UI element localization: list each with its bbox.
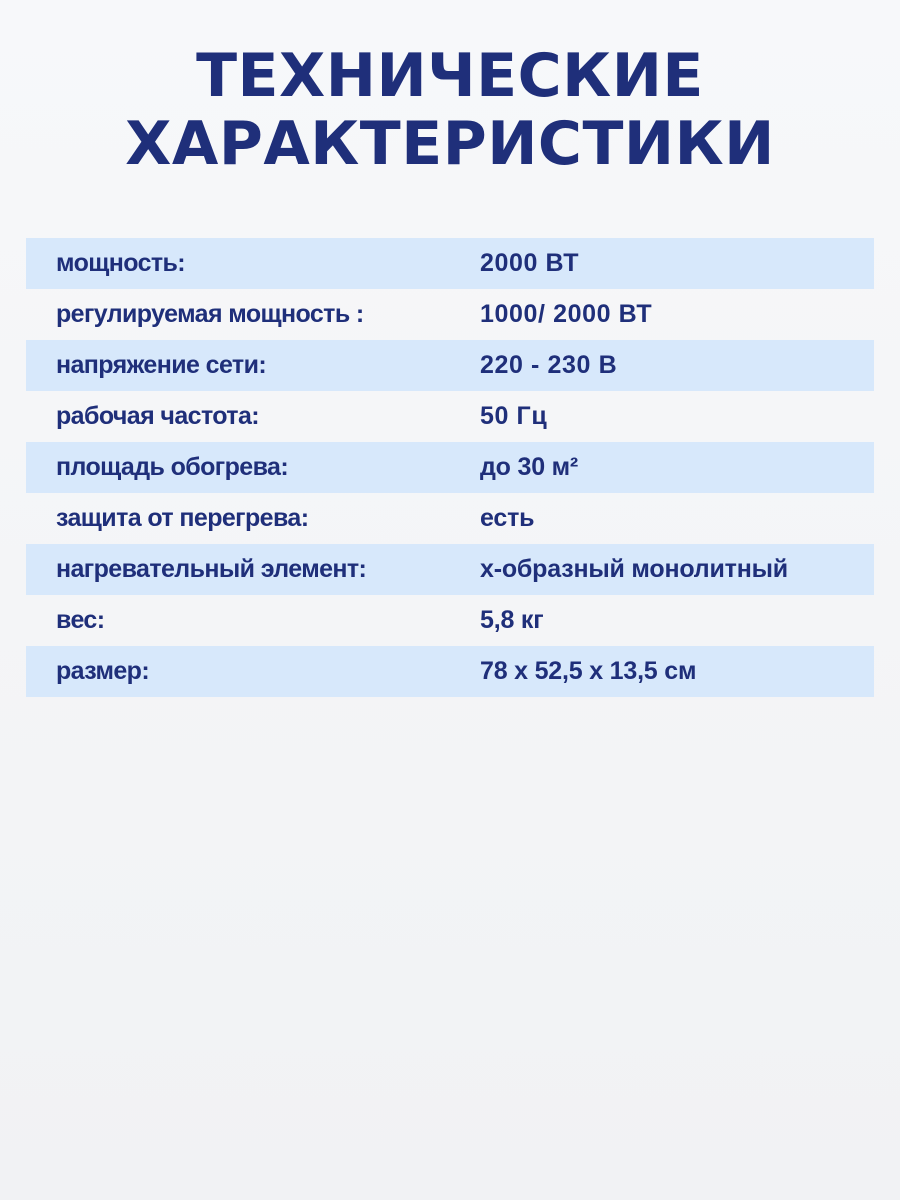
spec-label: мощность: xyxy=(56,249,186,277)
spec-value: 78 х 52,5 х 13,5 см xyxy=(480,657,697,685)
spec-row-adjustable-power xyxy=(26,289,874,340)
spec-row-size xyxy=(26,646,874,697)
spec-value: 50 Гц xyxy=(480,402,548,430)
spec-row-overheat-protection xyxy=(26,493,874,544)
spec-row-heating-area xyxy=(26,442,874,493)
page-title xyxy=(0,42,900,178)
spec-label: площадь обогрева: xyxy=(56,453,289,481)
spec-value: 2000 ВТ xyxy=(480,249,580,277)
spec-label: рабочая частота: xyxy=(56,402,259,430)
spec-label: регулируемая мощность : xyxy=(56,300,364,328)
spec-label: напряжение сети: xyxy=(56,351,267,379)
spec-row-power xyxy=(26,238,874,289)
spec-value: 220 - 230 В xyxy=(480,351,618,379)
spec-label: размер: xyxy=(56,657,150,685)
spec-row-voltage xyxy=(26,340,874,391)
spec-value: х-образный монолитный xyxy=(480,555,788,583)
title-line-2: ХАРАКТЕРИСТИКИ xyxy=(125,109,775,179)
spec-row-weight xyxy=(26,595,874,646)
spec-row-frequency xyxy=(26,391,874,442)
spec-label: защита от перегрева: xyxy=(56,504,309,532)
title-line-1: ТЕХНИЧЕСКИЕ xyxy=(196,41,704,111)
specs-table xyxy=(26,238,874,697)
spec-value: 5,8 кг xyxy=(480,606,544,634)
spec-value: 1000/ 2000 ВТ xyxy=(480,300,653,328)
spec-value: есть xyxy=(480,504,535,532)
spec-value: до 30 м² xyxy=(480,453,579,481)
spec-label: нагревательный элемент: xyxy=(56,555,367,583)
spec-row-heating-element xyxy=(26,544,874,595)
spec-label: вес: xyxy=(56,606,105,634)
